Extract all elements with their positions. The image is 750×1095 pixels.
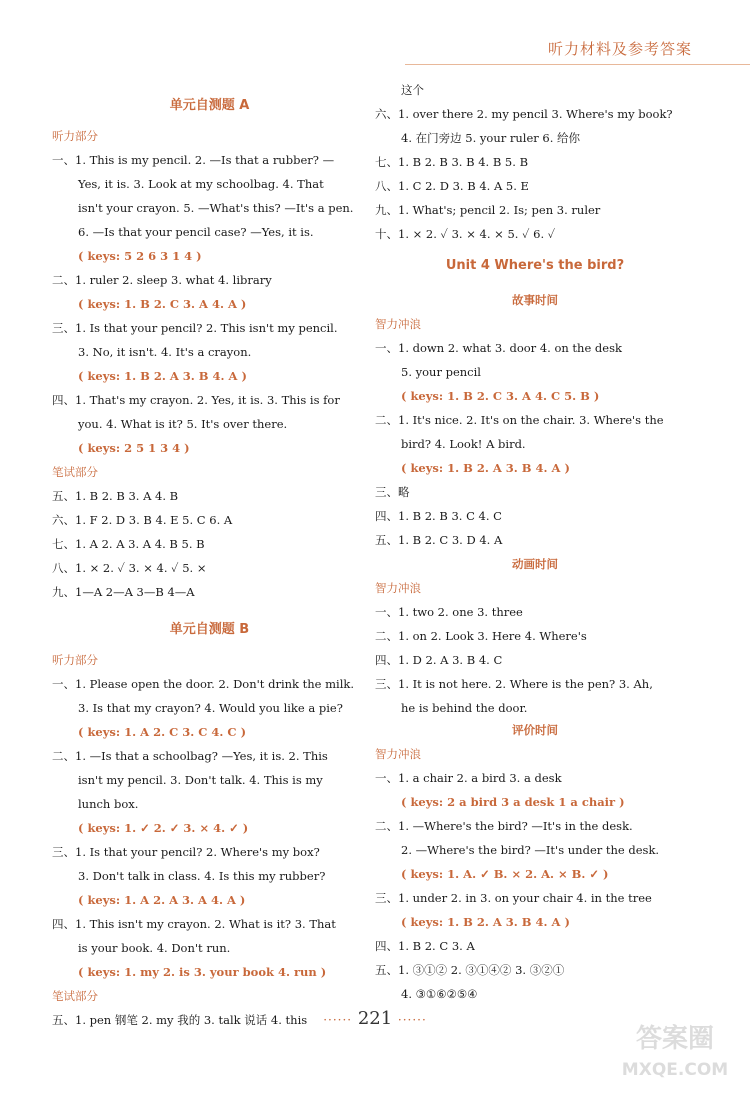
evaluation-time-title: 评价时间 (512, 723, 558, 737)
test-b-line: isn't my pencil. 3. Don't talk. 4. This is my (78, 773, 323, 787)
test-a-line: 一、1. This is my pencil. 2. —Is that a rubber? — (52, 153, 335, 167)
continued-line: 十、1. × 2. ✓ 3. × 4. × 5. ✓ 6. ✓ (375, 227, 556, 241)
evaluation-line: 三、1. under 2. in 3. on your chair 4. in the tree (375, 891, 652, 905)
test-b-line: 3. Don't talk in class. 4. Is this my rubber? (78, 869, 326, 883)
test-b-keys: ( keys: 1. A 2. C 3. C 4. C ) (78, 725, 247, 739)
continued-line: 4. 在门旁边 5. your ruler 6. 给你 (401, 131, 581, 145)
test-b-write-line: 五、1. pen 钢笔 2. my 我的 3. talk 说话 4. this (52, 1013, 308, 1027)
evaluation-line: 4. ③①⑥②⑤④ (401, 987, 478, 1001)
test-a-write-line: 五、1. B 2. B 3. A 4. B (52, 489, 179, 503)
story-keys: ( keys: 1. B 2. A 3. B 4. A ) (401, 461, 570, 475)
test-a-keys: ( keys: 1. B 2. C 3. A 4. A ) (78, 297, 247, 311)
evaluation-line: 五、1. ③①② 2. ③①④② 3. ③②① (375, 963, 565, 977)
evaluation-keys: ( keys: 1. A. ✓ B. × 2. A. × B. ✓ ) (401, 867, 609, 881)
test-a-line: 三、1. Is that your pencil? 2. This isn't my pencil. (52, 321, 338, 335)
unit-title: Unit 4 Where's the bird? (445, 258, 625, 273)
cartoon-line: 二、1. on 2. Look 3. Here 4. Where's (375, 629, 587, 643)
test-a-write-line: 六、1. F 2. D 3. B 4. E 5. C 6. A (52, 513, 233, 527)
evaluation-keys: ( keys: 2 a bird 3 a desk 1 a chair ) (401, 795, 625, 809)
test-a-line: isn't your crayon. 5. —What's this? —It's a pen. (78, 201, 354, 215)
test-b-line: lunch box. (78, 797, 139, 811)
test-a-title: 单元自测题 A (169, 98, 250, 113)
test-b-writing-label: 笔试部分 (52, 989, 98, 1003)
footer-dots-right: ······ (397, 1013, 427, 1027)
cartoon-line: 四、1. D 2. A 3. B 4. C (375, 653, 503, 667)
evaluation-line: 二、1. —Where's the bird? —It's in the desk. (375, 819, 633, 833)
continued-line: 八、1. C 2. D 3. B 4. A 5. E (375, 179, 529, 193)
test-a-write-line: 八、1. × 2. ✓ 3. × 4. ✓ 5. × (52, 561, 207, 575)
evaluation-part-label: 智力冲浪 (375, 747, 421, 761)
story-part-label: 智力冲浪 (375, 317, 421, 331)
continued-line: 六、1. over there 2. my pencil 3. Where's my book? (375, 107, 673, 121)
story-keys: ( keys: 1. B 2. C 3. A 4. C 5. B ) (401, 389, 600, 403)
test-b-listening-label: 听力部分 (52, 653, 98, 667)
test-a-line: 二、1. ruler 2. sleep 3. what 4. library (52, 273, 272, 287)
story-line: 三、略 (375, 485, 410, 499)
test-b-keys: ( keys: 1. A 2. A 3. A 4. A ) (78, 893, 246, 907)
story-line: 一、1. down 2. what 3. door 4. on the desk (375, 341, 622, 355)
page-number-text: 221 (357, 1008, 393, 1029)
header-rule (405, 64, 750, 65)
test-a-line: 6. —Is that your pencil case? —Yes, it is. (78, 225, 314, 239)
test-a-line: 四、1. That's my crayon. 2. Yes, it is. 3. This is for (52, 393, 340, 407)
test-b-title: 单元自测题 B (169, 622, 250, 637)
cartoon-line: 一、1. two 2. one 3. three (375, 605, 523, 619)
continued-line: 九、1. What's; pencil 2. Is; pen 3. ruler (375, 203, 601, 217)
test-b-keys: ( keys: 1. my 2. is 3. your book 4. run ) (78, 965, 327, 979)
story-line: 二、1. It's nice. 2. It's on the chair. 3. Where's the (375, 413, 664, 427)
evaluation-keys: ( keys: 1. B 2. A 3. B 4. A ) (401, 915, 570, 929)
cartoon-line: 三、1. It is not here. 2. Where is the pen? 3. Ah, (375, 677, 653, 691)
continued-line: 七、1. B 2. B 3. B 4. B 5. B (375, 155, 529, 169)
test-a-writing-label: 笔试部分 (52, 465, 98, 479)
cartoon-time-title: 动画时间 (512, 557, 558, 571)
watermark-text-cn: 答案圈 (635, 1024, 715, 1054)
test-a-line: Yes, it is. 3. Look at my schoolbag. 4. That (78, 177, 324, 191)
test-b-keys: ( keys: 1. ✓ 2. ✓ 3. × 4. ✓ ) (78, 821, 249, 835)
evaluation-line: 四、1. B 2. C 3. A (375, 939, 475, 953)
watermark-logo (610, 1007, 740, 1087)
test-b-line: 3. Is that my crayon? 4. Would you like a pie? (78, 701, 343, 715)
cartoon-part-label: 智力冲浪 (375, 581, 421, 595)
test-b-line: 二、1. —Is that a schoolbag? —Yes, it is. 2. This (52, 749, 328, 763)
story-line: 五、1. B 2. C 3. D 4. A (375, 533, 503, 547)
test-a-listening-label: 听力部分 (52, 129, 98, 143)
cartoon-line: he is behind the door. (401, 701, 528, 715)
test-b-line: is your book. 4. Don't run. (78, 941, 231, 955)
test-a-write-line: 九、1—A 2—A 3—B 4—A (52, 585, 195, 599)
watermark-text-en: MXQE.COM (621, 1060, 729, 1080)
footer-dots-left: ······ (323, 1013, 353, 1027)
continued-line: 这个 (401, 83, 424, 97)
evaluation-line: 2. —Where's the bird? —It's under the desk. (401, 843, 660, 857)
test-a-keys: ( keys: 2 5 1 3 4 ) (78, 441, 190, 455)
test-b-line: 三、1. Is that your pencil? 2. Where's my box? (52, 845, 320, 859)
story-line: 四、1. B 2. B 3. C 4. C (375, 509, 502, 523)
test-a-keys: ( keys: 5 2 6 3 1 4 ) (78, 249, 202, 263)
story-time-title: 故事时间 (512, 293, 558, 307)
test-b-line: 一、1. Please open the door. 2. Don't drink the milk. (52, 677, 355, 691)
test-a-write-line: 七、1. A 2. A 3. A 4. B 5. B (52, 537, 205, 551)
evaluation-line: 一、1. a chair 2. a bird 3. a desk (375, 771, 562, 785)
header-title: 听力材料及参考答案 (547, 40, 692, 58)
test-a-line: 3. No, it isn't. 4. It's a crayon. (78, 345, 252, 359)
test-b-line: 四、1. This isn't my crayon. 2. What is it? 3. That (52, 917, 336, 931)
story-line: bird? 4. Look! A bird. (401, 437, 526, 451)
story-line: 5. your pencil (401, 365, 481, 379)
test-a-line: you. 4. What is it? 5. It's over there. (78, 417, 288, 431)
test-a-keys: ( keys: 1. B 2. A 3. B 4. A ) (78, 369, 247, 383)
